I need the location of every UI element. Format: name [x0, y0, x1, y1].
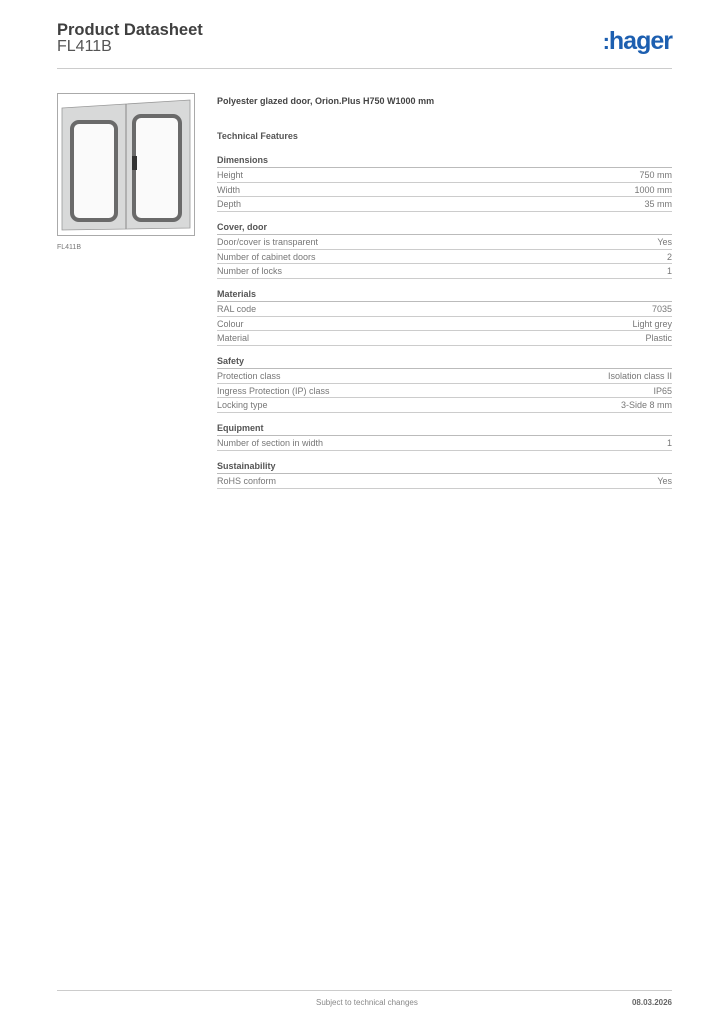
- row-label: Material: [217, 333, 250, 343]
- row-value: 1000 mm: [634, 184, 672, 195]
- row-value: 1: [666, 438, 672, 448]
- page-title: Product Datasheet: [57, 21, 203, 39]
- row-label: Locking type: [217, 400, 268, 410]
- table-row: [217, 474, 672, 489]
- section-equipment: [217, 422, 672, 451]
- row-label: Ingress Protection (IP) class: [217, 385, 330, 396]
- section-title: Equipment: [217, 422, 672, 436]
- glazed-door-illustration: [58, 94, 194, 235]
- section-title: Materials: [217, 288, 672, 302]
- footer-date: 08.03.2026: [631, 998, 672, 1007]
- image-caption: FL411B: [57, 244, 81, 251]
- row-label: Width: [217, 184, 241, 195]
- table-row: [217, 197, 672, 212]
- product-description: Polyester glazed door, Orion.Plus H750 W1000 mm: [217, 96, 435, 106]
- row-label: Door/cover is transparent: [217, 237, 319, 247]
- row-label: Height: [217, 170, 244, 180]
- row-value: 750 mm: [639, 170, 672, 180]
- footer-note: Subject to technical changes: [316, 998, 418, 1007]
- row-label: Number of section in width: [217, 438, 324, 448]
- table-row: [217, 436, 672, 451]
- table-row: [217, 369, 672, 384]
- table-row: [217, 264, 672, 279]
- table-row: [217, 384, 672, 399]
- row-label: RoHS conform: [217, 476, 277, 486]
- row-label: Depth: [217, 199, 242, 209]
- product-code: FL411B: [57, 38, 112, 55]
- section-title: Sustainability: [217, 460, 672, 474]
- row-label: Number of locks: [217, 266, 283, 276]
- row-value: Plastic: [645, 333, 672, 343]
- section-title: Dimensions: [217, 154, 672, 168]
- table-row: [217, 235, 672, 250]
- table-row: [217, 317, 672, 332]
- section-dimensions: [217, 154, 672, 212]
- row-label: Protection class: [217, 371, 281, 381]
- row-value: IP65: [653, 385, 672, 396]
- technical-features-heading: Technical Features: [217, 131, 298, 141]
- product-image: [57, 93, 195, 236]
- section-title: Cover, door: [217, 221, 672, 235]
- table-row: [217, 302, 672, 317]
- row-value: Light grey: [632, 318, 672, 329]
- row-value: 3-Side 8 mm: [620, 400, 672, 410]
- section-safety: [217, 355, 672, 413]
- row-label: Colour: [217, 318, 244, 329]
- table-row: [217, 250, 672, 265]
- section-cover-door: [217, 221, 672, 279]
- table-row: [217, 168, 672, 183]
- row-value: Yes: [657, 237, 672, 247]
- row-label: RAL code: [217, 304, 257, 314]
- section-materials: [217, 288, 672, 346]
- header-divider: [57, 68, 672, 69]
- row-value: 7035: [651, 304, 672, 314]
- row-value: 35 mm: [644, 199, 672, 209]
- table-row: [217, 398, 672, 413]
- row-value: Yes: [657, 476, 672, 486]
- section-sustainability: [217, 460, 672, 489]
- row-value: Isolation class II: [607, 371, 672, 381]
- row-label: Number of cabinet doors: [217, 251, 316, 262]
- table-row: [217, 183, 672, 198]
- row-value: 1: [666, 266, 672, 276]
- footer-divider: [57, 990, 672, 991]
- feature-sections: [217, 154, 672, 498]
- section-title: Safety: [217, 355, 672, 369]
- table-row: [217, 331, 672, 346]
- row-value: 2: [666, 251, 672, 262]
- hager-logo: :hager: [602, 27, 672, 55]
